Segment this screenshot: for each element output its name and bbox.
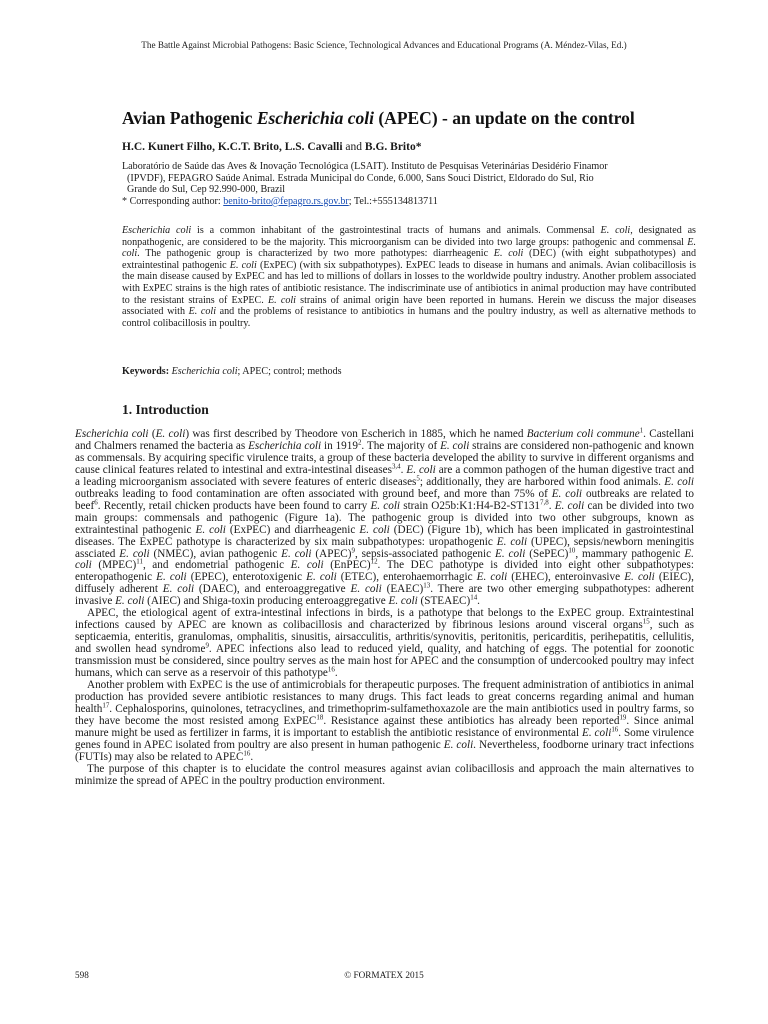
text-run: (DAEC), and enteroaggregative [194, 583, 351, 596]
italic-term: E. coli [195, 523, 226, 536]
italic-term: E. coli [290, 559, 324, 572]
italic-term: E. coli [156, 571, 187, 584]
text-run: , sepsis-associated pathogenic [354, 547, 495, 560]
text-run: . Since animal manure might be used as fertilizer in farms, it is important to establish the antibiotic resistance of environmental [75, 714, 694, 739]
citation-ref: 9 [351, 545, 355, 554]
text-run: (EHEC), enteroinvasive [507, 571, 625, 584]
text-run: (EAEC) [381, 583, 424, 596]
text-run: are a common pathogen of the human digestive tract and a leading microorganism associated with severe features of enteric diseases [75, 463, 695, 488]
paragraph [75, 426, 695, 608]
text-run: (EnPEC) [323, 559, 371, 572]
text-run: . [334, 667, 338, 680]
citation-ref: 6 [94, 497, 98, 506]
affiliation-block [122, 161, 696, 207]
citation-ref: 13 [423, 581, 431, 590]
text-run: in 1919 [321, 439, 358, 452]
italic-term: Escherichia coli [248, 439, 322, 452]
text-run: . The majority of [361, 439, 441, 452]
text-run: Another problem with ExPEC is the use of antimicrobials for therapeutic purposes. The frequent administration of antibiotics in animal production has provided severe antibiotic resistances to many drugs. This fact leads to great concerns regarding animal and human health [75, 679, 694, 715]
italic-term: E. coli [370, 499, 401, 512]
author-list: H.C. Kunert Filho, K.C.T. Brito, L.S. Cavalli and B.G. Brito* [122, 141, 422, 153]
abstract: Escherichia coli is a common inhabitant of the gastrointestinal tracts of humans and animals. Commensal E. coli, designated as nonpathogenic, are considered to be the majority. This microorganism can be divided into two large groups: pathogenic and commensal E. coli. The pathogenic group is characterized by two more pathotypes: diarrheagenic E. coli (DEC) (with eight subpathotypes) and extraintestinal pathogenic E. coli (ExPEC) (with six subpathotypes). ExPEC leads to disease in humans and animals. Avian colibacillosis is the main disease caused by ExPEC and has led to millions of dollars in losses to the worldwide poultry industry. Another problem associated with ExPEC strains is the high rates of antibiotic resistance. The indiscriminate use of antibiotics in animal production may have contributed to the resistant strains of ExPEC. E. coli strains of animal origin have been reported in humans. Herein we discuss the major diseases associated with E. coli and the problems of resistance to antibiotics in humans and the poultry industry, as well as alternative methods to control colibacillosis in poultry. [122, 225, 696, 329]
text-run: . There are two other emerging subpathotypes: adherent invasive [75, 583, 694, 608]
text-run: strains are considered non-pathogenic and known as commensals. By acquiring specific virulence traits, a group of these bacteria developed the ability to survive in different organisms and cause clinical features related to intestinal and extra-intestinal diseases [75, 439, 694, 476]
footer-copyright: © FORMATEX 2015 [344, 970, 424, 980]
text-run: . [250, 750, 254, 763]
citation-ref: 10 [568, 545, 576, 554]
italic-term: Bacterium coli commune [526, 428, 640, 440]
text-run: (DEC) (Figure 1b), which has been implicated in gastrointestinal diseases. The ExPEC pathotype is characterized by six main subpathotypes: uropathogenic [75, 523, 694, 548]
corresponding-author: * Corresponding author: benito-brito@fepagro.rs.gov.br; Tel.:+555134813711 [122, 195, 438, 207]
text-run: APEC, the etiological agent of extra-intestinal infections in birds, is a pathotype that belongs to the ExPEC group. Extraintestinal infections caused by APEC are known as colibacillosis and characterized by fibrinous lesions around visceral organs [75, 607, 694, 632]
running-header: The Battle Against Microbial Pathogens: Basic Science, Technological Advances and Educational Programs (A. Méndez-Vilas, Ed.) [141, 40, 627, 50]
citation-ref: 5 [416, 474, 420, 483]
text-run: (STEAEC) [417, 595, 471, 608]
text-run: . [400, 463, 407, 476]
text-run: . The DEC pathotype is divided into eight other subpathotypes: enteropathogenic [75, 559, 694, 584]
text-run: . Recently, retail chicken products have been found to carry [97, 499, 371, 512]
text-run: . Nevertheless, foodborne urinary tract infections (FUTIs) may also be related to APEC [75, 738, 694, 763]
italic-term: E. coli [155, 428, 186, 440]
italic-term: Escherichia coli [75, 428, 149, 440]
citation-ref: 1 [639, 426, 644, 435]
text-run: (MPEC) [91, 559, 137, 572]
text-run: . [477, 595, 480, 608]
text-run: (SePEC) [525, 547, 569, 560]
citation-ref: 9 [205, 641, 209, 650]
text-run: (NMEC), avian pathogenic [149, 547, 282, 560]
text-run: . Resistance against these antibiotics has already been reported [323, 714, 620, 727]
text-run: (ExPEC) and diarrheagenic [225, 523, 360, 536]
text-run: ) was first described by Theodore von Escherich in 1885, which he named [185, 428, 527, 440]
text-run: ( [148, 428, 156, 440]
text-run: (UPEC), sepsis/newborn meningitis assciated [75, 535, 694, 560]
citation-ref: 18 [316, 713, 324, 722]
text-run: (EIEC), diffusely adherent [75, 571, 694, 596]
page-number: 598 [75, 970, 89, 980]
text-run: can be divided into two main groups: commensals and pathogenic (Figure 1a). The pathogenic group is divided into two other subgroups, known as extraintestinal pathogenic [75, 499, 694, 536]
citation-ref: 16 [611, 725, 619, 734]
italic-term: E. coli [554, 499, 585, 512]
italic-term: E. coli [495, 547, 526, 560]
text-run: The purpose of this chapter is to elucidate the control measures against avian colibacillosis and approach the main alternatives to minimize the spread of APEC in the poultry production environment. [75, 762, 694, 787]
paragraph [75, 680, 694, 764]
italic-term: E. coli [624, 571, 655, 584]
text-run: (APEC) [311, 547, 352, 560]
citation-ref: 11 [136, 557, 143, 566]
text-run: (AIEC) and Shiga-toxin producing enteroaggregative [144, 595, 389, 608]
italic-term: E. coli [496, 535, 528, 548]
text-run: . Cephalosporins, quinolones, tetracyclines, and trimethoprim-sulfamethoxazole are the main antibiotics used in poultry farms, so they have become the most resisted among ExPEC [75, 702, 694, 727]
citation-ref: 7,8 [540, 497, 549, 506]
citation-ref: 3,4 [391, 462, 401, 471]
keywords: Keywords: Escherichia coli; APEC; control; methods [122, 366, 342, 377]
email-link[interactable]: benito-brito@fepagro.rs.gov.br [223, 195, 349, 207]
text-run: . [548, 499, 555, 512]
italic-term: E. coli [551, 487, 583, 500]
text-run: strain O25b:K1:H4-B2-ST131 [400, 499, 541, 512]
italic-term: E. coli [406, 463, 436, 476]
text-run: . Some virulence genes found in APEC isolated from poultry are also present in human pathogenic [75, 726, 694, 751]
citation-ref: 2 [357, 438, 362, 447]
italic-term: E. coli [388, 595, 418, 608]
citation-ref: 12 [370, 557, 378, 566]
text-run: , mammary pathogenic [575, 547, 685, 560]
citation-ref: 17 [102, 701, 110, 710]
text-run: . APEC infections also lead to reduced yield, quality, and hatching of eggs. The potential for zoonotic transmission must be considered, since poultry serves as the main host for APEC and the consumption of undercooked poultry may infect humans, which can serve as a reservoir of this pathotype [75, 643, 694, 680]
italic-term: E. coli [306, 571, 337, 584]
text-run: outbreaks leading to food contamination are often associated with ground beef, and more than 75% of [75, 487, 552, 500]
italic-term: E. coli [476, 571, 508, 584]
affiliation-line: (IPVDF), FEPAGRO Saúde Animal. Estrada Municipal do Conde, 6.000, Sans Souci District, Eldorado do Sul, Rio [127, 172, 594, 184]
text-run: , and endometrial pathogenic [142, 559, 291, 572]
italic-term: E. coli [440, 439, 470, 452]
text-run: (ETEC), enterohaemorrhagic [336, 571, 477, 584]
italic-term: E. coli [443, 738, 474, 751]
text-run: , such as septicaemia, enteritis, granulomas, omphalitis, sinusitis, airsacculitis, arthritis/synovitis, peritonitis, pericarditis, perihepatitis, cellulitis, and swollen head syndrome [75, 619, 694, 656]
paper-title: Avian Pathogenic Escherichia coli (APEC) - an update on the control [122, 108, 635, 128]
section-heading: 1. Introduction [122, 402, 209, 417]
italic-term: E. coli [359, 523, 390, 536]
italic-term: E. coli [119, 547, 150, 560]
text-run: outbreaks are related to beef [75, 487, 694, 512]
text-run: ; additionally, they are harbored within food animals. [419, 475, 665, 488]
italic-term: E. coli [115, 595, 145, 608]
text-run: . Castellani and Chalmers renamed the bacteria as [75, 428, 694, 452]
citation-ref: 16 [243, 749, 251, 757]
italic-term: E. coli [664, 475, 694, 488]
affiliation-line: Grande do Sul, Cep 92.990-000, Brazil [127, 184, 286, 196]
italic-term: E. coli [162, 583, 195, 596]
text-run: (EPEC), enterotoxigenic [186, 571, 307, 584]
paragraph [75, 608, 694, 680]
citation-ref: 15 [642, 617, 650, 626]
affiliation-line: Laboratório de Saúde das Aves & Inovação Tecnológica (LSAIT). Instituto de Pesquisas Veterinárias Desidério Finamor [122, 161, 608, 172]
citation-ref: 14 [470, 593, 478, 602]
italic-term: E. coli [75, 547, 694, 572]
citation-ref: 16 [327, 665, 335, 674]
introduction-body [75, 426, 695, 788]
italic-term: E. coli [350, 583, 382, 596]
italic-term: E. coli [581, 726, 612, 739]
paragraph [75, 764, 694, 788]
citation-ref: 19 [619, 713, 627, 722]
italic-term: E. coli [281, 547, 312, 560]
